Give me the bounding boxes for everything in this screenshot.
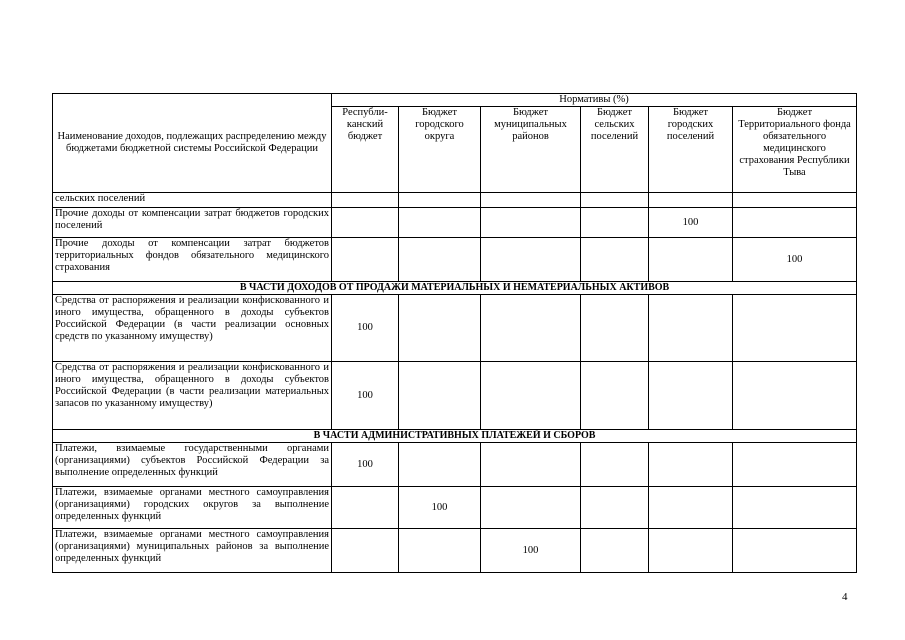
- row-value: [649, 529, 733, 573]
- row-value: [649, 362, 733, 430]
- row-value: [481, 487, 581, 529]
- row-value: [332, 529, 399, 573]
- header-col-republic: Республи-канский бюджет: [332, 107, 399, 193]
- row-name: Платежи, взимаемые государственными органами (организациями) субъектов Российской Федерации за выполнение определенных функций: [53, 443, 332, 487]
- table-row: [53, 443, 857, 487]
- row-name: сельских поселений: [53, 193, 332, 208]
- row-value: [581, 362, 649, 430]
- row-value: [733, 487, 857, 529]
- row-value: [581, 529, 649, 573]
- row-name: Прочие доходы от компенсации затрат бюджетов территориальных фондов обязательного медицинского страхования: [53, 238, 332, 282]
- row-value: [581, 295, 649, 362]
- row-value: [332, 193, 399, 208]
- row-value: [481, 295, 581, 362]
- section-row: [53, 430, 857, 443]
- normatives-table: [52, 93, 857, 573]
- page-number: 4: [842, 591, 848, 603]
- row-value: 100: [332, 295, 399, 362]
- row-name: Средства от распоряжения и реализации конфискованного и иного имущества, обращенного в доходы субъектов Российской Федерации (в части реализации материальных запасов по указанному имуществу): [53, 362, 332, 430]
- row-value: [581, 193, 649, 208]
- table-row: [53, 529, 857, 573]
- row-value: [332, 208, 399, 238]
- header-name-column: Наименование доходов, подлежащих распределению между бюджетами бюджетной системы Российской Федерации: [53, 94, 332, 193]
- table-row: [53, 362, 857, 430]
- row-value: [332, 238, 399, 282]
- row-value: [332, 487, 399, 529]
- row-value: [481, 362, 581, 430]
- row-value: [581, 443, 649, 487]
- row-value: [399, 362, 481, 430]
- row-value: [399, 529, 481, 573]
- row-value: 100: [481, 529, 581, 573]
- section-title-admin-payments: В ЧАСТИ АДМИНИСТРАТИВНЫХ ПЛАТЕЖЕЙ И СБОРОВ: [53, 430, 857, 443]
- row-name: Средства от распоряжения и реализации конфискованного и иного имущества, обращенного в доходы субъектов Российской Федерации (в части реализации основных средств по указанному имуществу): [53, 295, 332, 362]
- row-value: [399, 295, 481, 362]
- row-value: 100: [399, 487, 481, 529]
- row-value: 100: [649, 208, 733, 238]
- row-value: 100: [332, 443, 399, 487]
- row-value: 100: [332, 362, 399, 430]
- row-value: [733, 443, 857, 487]
- row-value: [733, 295, 857, 362]
- header-col-urban: Бюджет городских поселений: [649, 107, 733, 193]
- row-value: [649, 295, 733, 362]
- row-value: [649, 487, 733, 529]
- row-value: [649, 193, 733, 208]
- row-value: [399, 238, 481, 282]
- table-row: [53, 295, 857, 362]
- row-value: [581, 208, 649, 238]
- table-row: [53, 487, 857, 529]
- table-row: [53, 193, 857, 208]
- section-title-assets: В ЧАСТИ ДОХОДОВ ОТ ПРОДАЖИ МАТЕРИАЛЬНЫХ И НЕМАТЕРИАЛЬНЫХ АКТИВОВ: [53, 282, 857, 295]
- row-value: 100: [733, 238, 857, 282]
- row-value: [733, 193, 857, 208]
- row-value: [733, 362, 857, 430]
- table-body: [53, 193, 857, 573]
- row-value: [399, 208, 481, 238]
- row-value: [481, 443, 581, 487]
- table-header: [53, 94, 857, 193]
- table-row: [53, 238, 857, 282]
- row-value: [733, 208, 857, 238]
- row-value: [481, 238, 581, 282]
- header-normatives: Нормативы (%): [332, 94, 857, 107]
- table-row: [53, 208, 857, 238]
- row-value: [399, 443, 481, 487]
- row-value: [733, 529, 857, 573]
- row-name: Платежи, взимаемые органами местного самоуправления (организациями) муниципальных районов за выполнение определенных функций: [53, 529, 332, 573]
- header-col-medical-fund: Бюджет Территориального фонда обязательного медицинского страхования Республики Тыва: [733, 107, 857, 193]
- row-name: Платежи, взимаемые органами местного самоуправления (организациями) городских округов за выполнение определенных функций: [53, 487, 332, 529]
- section-row: [53, 282, 857, 295]
- row-value: [481, 208, 581, 238]
- header-col-municipal: Бюджет муниципальных районов: [481, 107, 581, 193]
- row-name: Прочие доходы от компенсации затрат бюджетов городских поселений: [53, 208, 332, 238]
- row-value: [649, 443, 733, 487]
- header-col-rural: Бюджет сельских поселений: [581, 107, 649, 193]
- row-value: [481, 193, 581, 208]
- row-value: [649, 238, 733, 282]
- header-col-city-district: Бюджет городского округа: [399, 107, 481, 193]
- row-value: [581, 238, 649, 282]
- row-value: [581, 487, 649, 529]
- row-value: [399, 193, 481, 208]
